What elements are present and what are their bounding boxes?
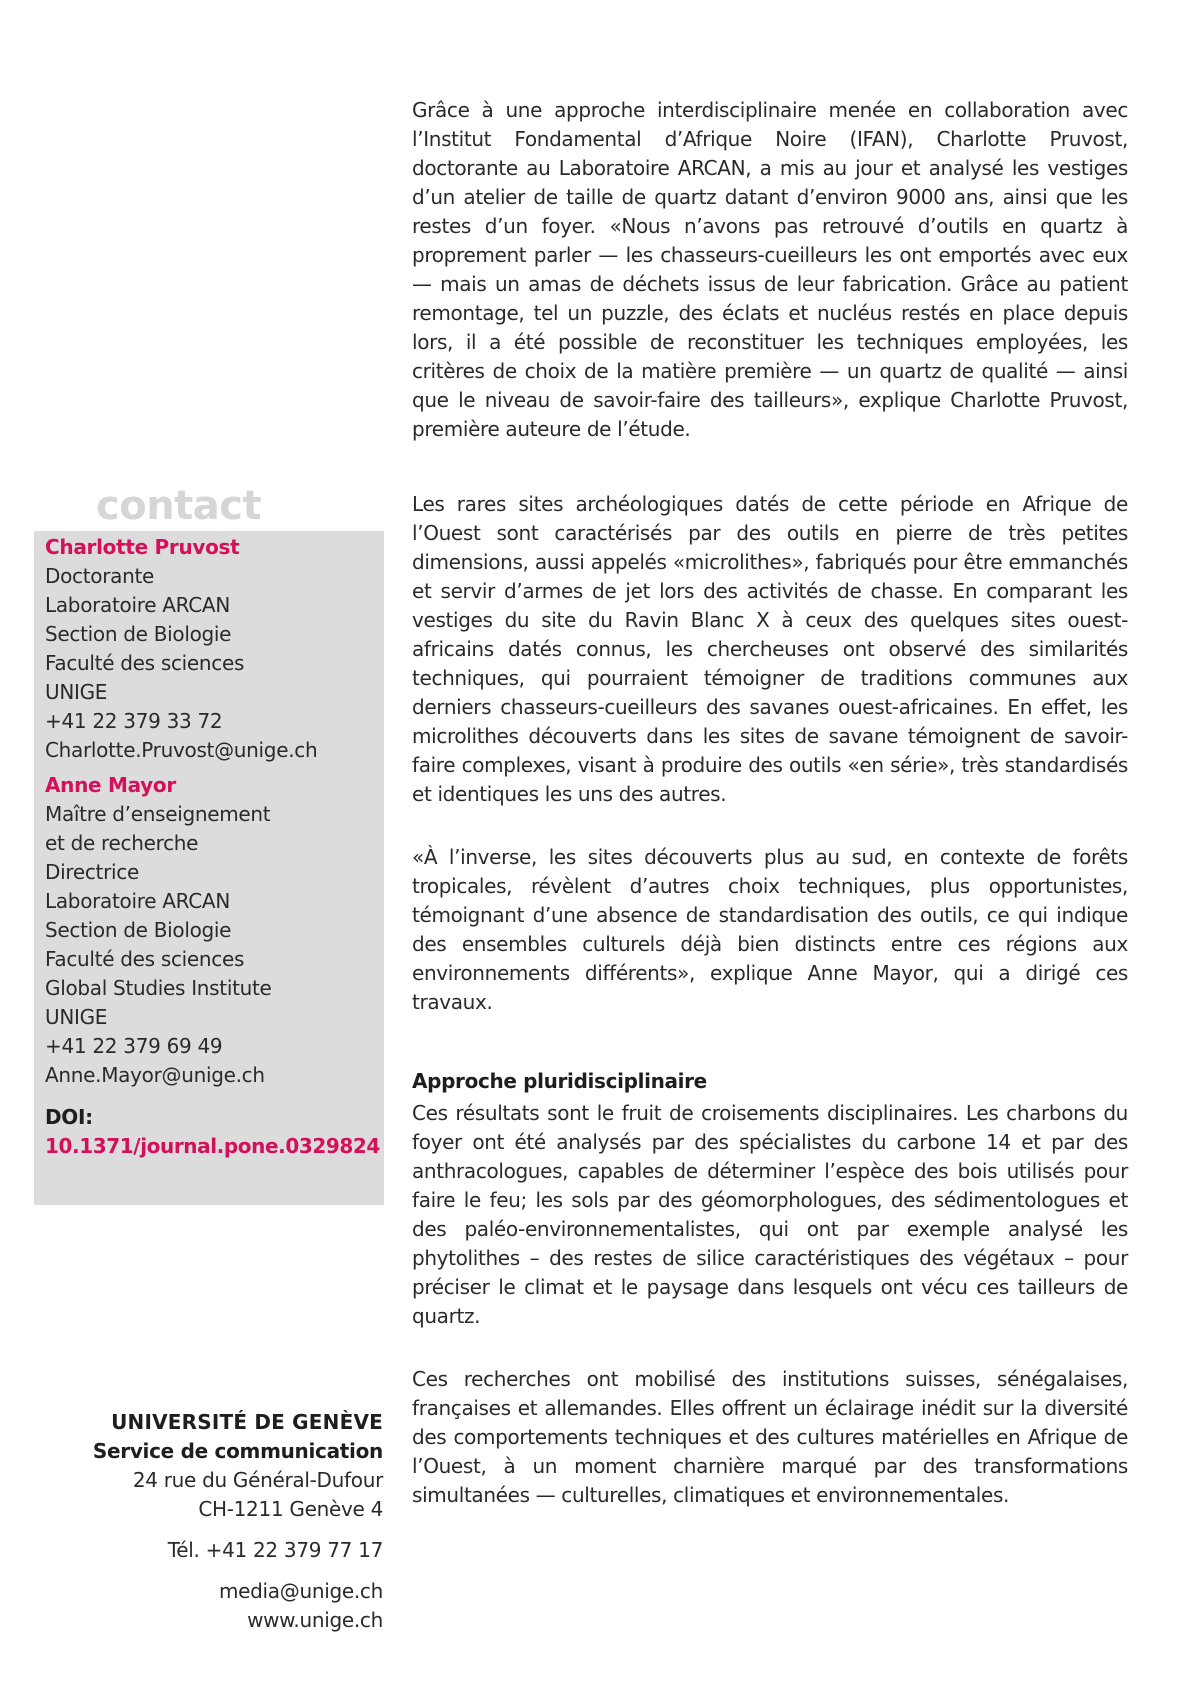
main-article <box>412 96 1128 1510</box>
contact-line: UNIGE <box>45 680 108 704</box>
university-name: UNIVERSITÉ DE GENÈVE <box>111 1410 383 1434</box>
contact-line: et de recherche <box>45 831 199 855</box>
contact-name-pruvost: Charlotte Pruvost <box>45 535 240 559</box>
paragraph-microliths: Les rares sites archéologiques datés de cette période en Afrique de l’Ouest sont caractérisés par des outils en pierre de très petites dimensions, aussi appelés «microlithes», fabriqués pour être emmanchés et servir d’armes de jet lors des activités de chasse. En comparant les vestiges du site du Ravin Blanc X à ceux des quelques sites ouest-africains datés connus, les chercheuses ont observé des similarités techniques, qui pourraient témoigner de traditions communes aux derniers chasseurs-cueilleurs des savanes ouest-africaines. En effet, les microlithes découverts dans les sites de savane témoignent de savoir-faire complexes, visant à produire des outils «en série», très standardisés et identiques les uns des autres. <box>412 492 1128 806</box>
address-city: CH-1211 Genève 4 <box>198 1497 383 1521</box>
contact-line: UNIGE <box>45 1005 108 1029</box>
contact-line: Section de Biologie <box>45 918 232 942</box>
contact-name-mayor: Anne Mayor <box>45 773 176 797</box>
address-street: 24 rue du Général-Dufour <box>132 1468 383 1492</box>
contact-box <box>34 531 384 1205</box>
contact-line: Global Studies Institute <box>45 976 272 1000</box>
footer-website[interactable]: www.unige.ch <box>247 1608 383 1632</box>
contact-line: Directrice <box>45 860 139 884</box>
contact-line: Maître d’enseignement <box>45 802 271 826</box>
contact-phone[interactable]: +41 22 379 69 49 <box>45 1034 223 1058</box>
doi-label: DOI: <box>45 1105 93 1129</box>
paragraph-disciplinary-crossings: Ces résultats sont le fruit de croisements disciplinaires. Les charbons du foyer ont été analysés par des spécialistes du carbone 14 et par des anthracologues, capables de déterminer l’espèce des bois utilisés pour faire le feu; les sols par des géomorphologues, des sédimentologues et des paléo-environnementalistes, qui ont par exemple analysé les phytolithes – des restes de silice caractéristiques des végétaux – pour préciser le climat et le paysage dans lesquels ont vécu ces tailleurs de quartz. <box>412 1101 1128 1328</box>
contact-line: Laboratoire ARCAN <box>45 889 230 913</box>
contact-phone[interactable]: +41 22 379 33 72 <box>45 709 223 733</box>
footer-address <box>23 1408 383 1635</box>
paragraph-institutions: Ces recherches ont mobilisé des institutions suisses, sénégalaises, françaises et allemandes. Elles offrent un éclairage inédit sur la diversité des comportements techniques et des cultures matérielles en Afrique de l’Ouest, à un moment charnière marqué par des transformations simultanées — culturelles, climatiques et environnementales. <box>412 1367 1128 1507</box>
contact-line: Faculté des sciences <box>45 947 245 971</box>
contact-line: Laboratoire ARCAN <box>45 593 230 617</box>
footer-phone[interactable]: Tél. +41 22 379 77 17 <box>167 1538 383 1562</box>
paragraph-ifan-collaboration: Grâce à une approche interdisciplinaire menée en collaboration avec l’Institut Fondamental d’Afrique Noire (IFAN), Charlotte Pruvost, doctorante au Laboratoire ARCAN, a mis au jour et analysé les vestiges d’un atelier de taille de quartz datant d’environ 9000 ans, ainsi que les restes d’un foyer. «Nous n’avons pas retrouvé d’outils en quartz à proprement parler — les chasseurs-cueilleurs les ont emportés avec eux — mais un amas de déchets issus de leur fabrication. Grâce au patient remontage, tel un puzzle, des éclats et nucléus restés en place depuis lors, il a été possible de reconstituer les techniques employées, les critères de choix de la matière première — un quartz de qualité — ainsi que le niveau de savoir-faire des tailleurs», explique Charlotte Pruvost, première auteure de l’étude. <box>412 98 1128 441</box>
doi-link[interactable]: 10.1371/journal.pone.0329824 <box>45 1134 380 1158</box>
contact-heading: contact <box>96 483 262 529</box>
contact-line: Faculté des sciences <box>45 651 245 675</box>
contact-line: Doctorante <box>45 564 155 588</box>
contact-line: Section de Biologie <box>45 622 232 646</box>
subheading-pluridisciplinary: Approche pluridisciplinaire <box>412 1069 707 1093</box>
contact-email[interactable]: Charlotte.Pruvost@unige.ch <box>45 738 318 762</box>
contact-email[interactable]: Anne.Mayor@unige.ch <box>45 1063 265 1087</box>
footer-email[interactable]: media@unige.ch <box>218 1579 383 1603</box>
service-name: Service de communication <box>92 1439 383 1463</box>
paragraph-forest-sites: «À l’inverse, les sites découverts plus au sud, en contexte de forêts tropicales, révèlent d’autres choix techniques, plus opportunistes, témoignant d’une absence de standardisation des outils, ce qui indique des ensembles culturels déjà bien distincts entre ces régions aux environnements différents», explique Anne Mayor, qui a dirigé ces travaux. <box>412 845 1128 1014</box>
